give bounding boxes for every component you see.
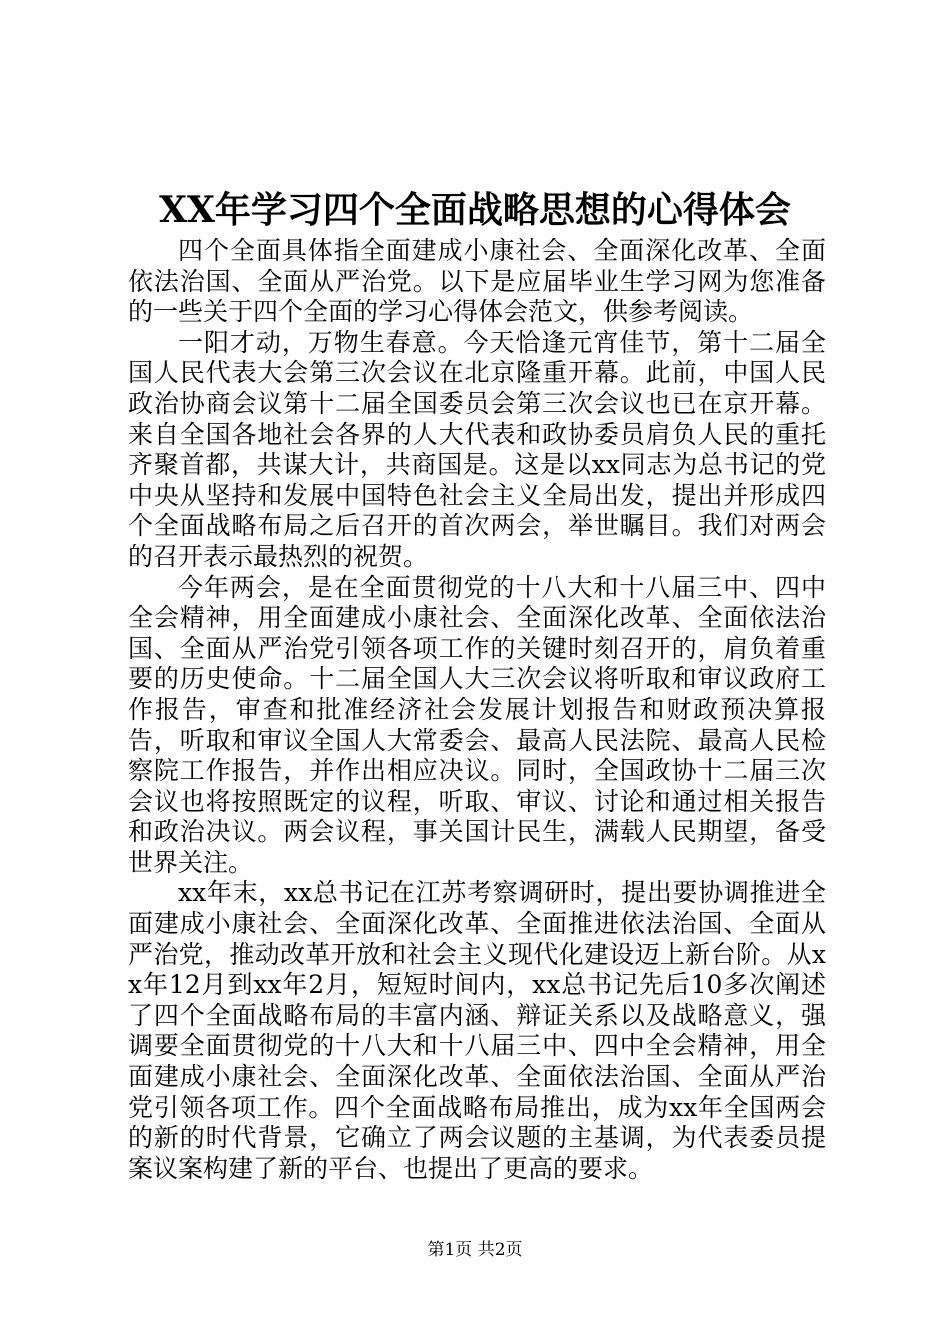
paragraph-intro: 四个全面具体指全面建成小康社会、全面深化改革、全面依法治国、全面从严治党。以下是应届毕业生学习网为您准备的一些关于四个全面的学习心得体会范文，供参考阅读。 [128, 236, 826, 327]
document-body [128, 236, 826, 1184]
page-footer: 第1页 共2页 [427, 1240, 523, 1260]
paragraph-two-sessions-opening: 一阳才动，万物生春意。今天恰逢元宵佳节，第十二届全国人民代表大会第三次会议在北京隆重开幕。此前，中国人民政治协商会议第十二届全国委员会第三次会议也已在京开幕。来自全国各地社会各界的人大代表和政协委员肩负人民的重托齐聚首都，共谋大计，共商国是。这是以xx同志为总书记的党中央从坚持和发展中国特色社会主义全局出发，提出并形成四个全面战略布局之后召开的首次两会，举世瞩目。我们对两会的召开表示最热烈的祝贺。 [128, 327, 826, 571]
paragraph-four-comprehensives-strategy: xx年末，xx总书记在江苏考察调研时，提出要协调推进全面建成小康社会、全面深化改革、全面推进依法治国、全面从严治党，推动改革开放和社会主义现代化建设迈上新台阶。从xx年12月到xx年2月，短短时间内，xx总书记先后10多次阐述了四个全面战略布局的丰富内涵、辩证关系以及战略意义，强调要全面贯彻党的十八大和十八届三中、四中全会精神，用全面建成小康社会、全面深化改革、全面依法治国、全面从严治党引领各项工作。四个全面战略布局推出，成为xx年全国两会的新的时代背景，它确立了两会议题的主基调，为代表委员提案议案构建了新的平台、也提出了更高的要求。 [128, 878, 826, 1183]
paragraph-two-sessions-mission: 今年两会，是在全面贯彻党的十八大和十八届三中、四中全会精神，用全面建成小康社会、全面深化改革、全面依法治国、全面从严治党引领各项工作的关键时刻召开的，肩负着重要的历史使命。十二届全国人大三次会议将听取和审议政府工作报告，审查和批准经济社会发展计划报告和财政预决算报告，听取和审议全国人大常委会、最高人民法院、最高人民检察院工作报告，并作出相应决议。同时，全国政协十二届三次会议也将按照既定的议程，听取、审议、讨论和通过相关报告和政治决议。两会议程，事关国计民生，满载人民期望，备受世界关注。 [128, 572, 826, 877]
document-title: XX年学习四个全面战略思想的心得体会 [159, 189, 791, 231]
